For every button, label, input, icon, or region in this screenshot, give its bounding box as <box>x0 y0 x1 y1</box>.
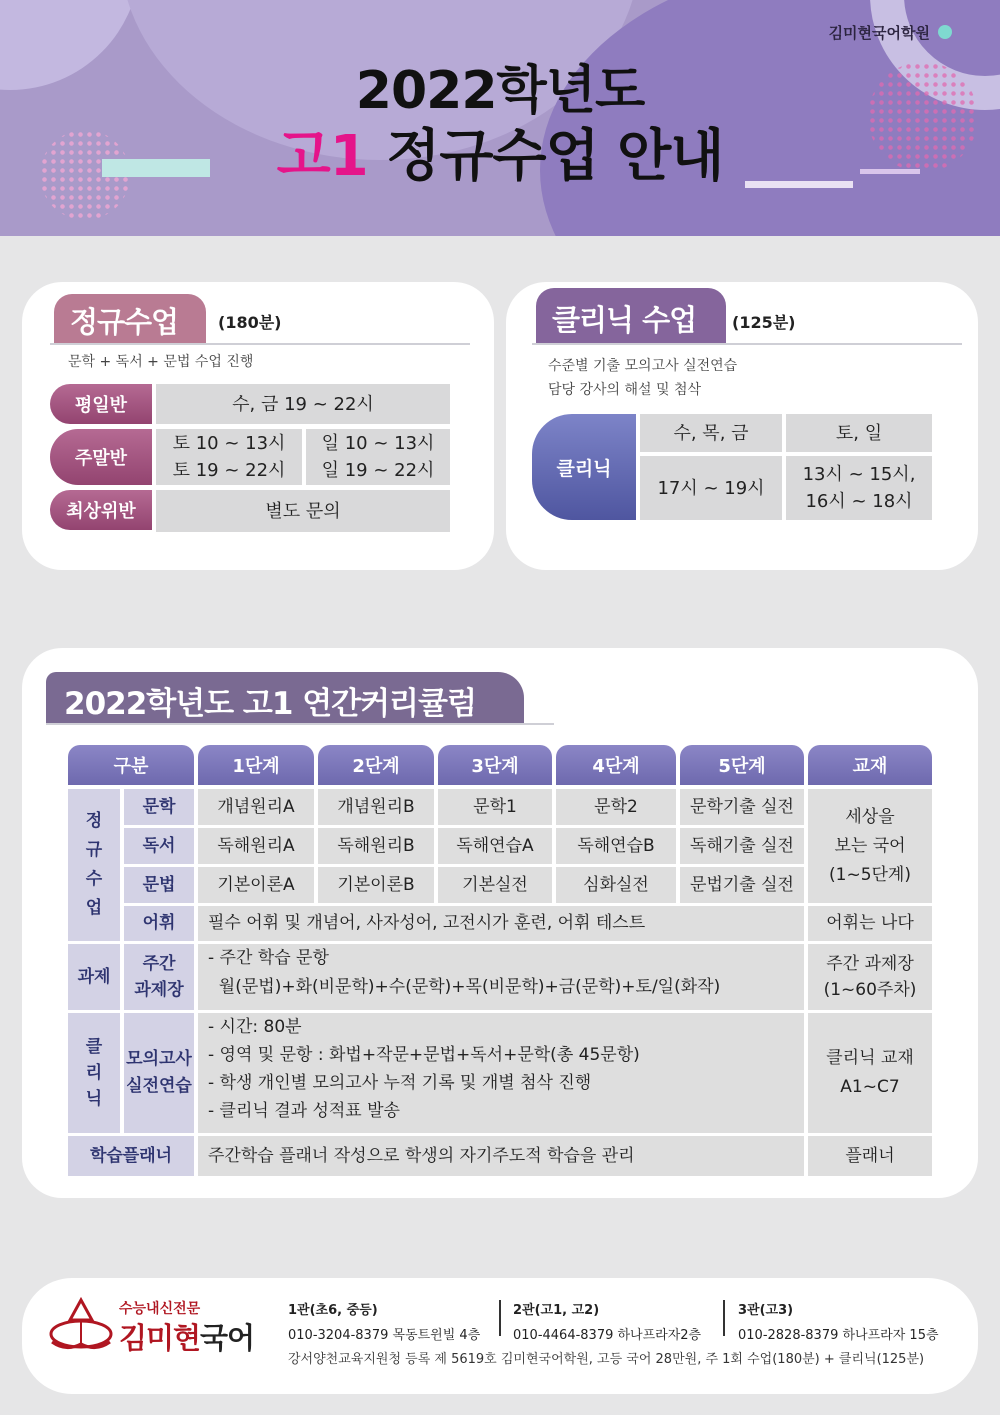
divider <box>50 343 470 345</box>
group-char: 수 <box>85 869 103 889</box>
vocab-book: 어휘는 나다 <box>808 906 932 941</box>
group-regular <box>68 789 120 941</box>
page-title-year: 2022학년도 <box>355 61 645 121</box>
logo-name-red: 김미현 <box>119 1321 201 1355</box>
homework-book <box>808 944 932 1010</box>
regular-book <box>808 789 932 903</box>
regular-desc: 문학 + 독서 + 문법 수업 진행 <box>68 354 254 370</box>
book-line: 클리닉 교재 <box>826 1048 914 1068</box>
branch-info: 010-4464-8379 하나프라자2층 <box>513 1328 702 1343</box>
group-homework: 과제 <box>68 944 120 1010</box>
regular-minutes: (180분) <box>218 313 282 332</box>
text-line: - 시간: 80분 <box>208 1017 302 1037</box>
planner-text: 주간학습 플래너 작성으로 학생의 자기주도적 학습을 관리 <box>198 1136 804 1176</box>
table-cell: 개념원리B <box>318 789 434 825</box>
book-line: 주간 과제장 <box>826 954 914 974</box>
logo-name <box>119 1316 254 1357</box>
table-cell: 기본이론A <box>198 867 314 903</box>
logo-subtitle: 수능내신전문 <box>119 1301 201 1317</box>
weekday-time: 수, 금 19 ~ 22시 <box>156 384 450 424</box>
weekday-label: 평일반 <box>50 384 152 424</box>
row-label: 독서 <box>124 828 194 864</box>
academy-logo-icon <box>46 1296 116 1358</box>
clinic-label: 클리닉 <box>532 414 636 520</box>
table-cell: 기본실전 <box>438 867 552 903</box>
table-cell: 문학2 <box>556 789 676 825</box>
planner-book: 플래너 <box>808 1136 932 1176</box>
brand-dot-icon <box>938 25 952 39</box>
row-label: 문학 <box>124 789 194 825</box>
clinic-time-1: 17시 ~ 19시 <box>640 456 782 520</box>
col-header: 5단계 <box>680 745 804 785</box>
weekend-sun <box>306 429 450 485</box>
table-cell: 문법기출 실전 <box>680 867 804 903</box>
branch-info: 010-3204-8379 목동트윈빌 4층 <box>288 1328 481 1343</box>
clinic-row-label <box>124 1013 194 1133</box>
clinic-book <box>808 1013 932 1133</box>
branch-info: 010-2828-8379 하나프라자 15층 <box>738 1328 939 1343</box>
text-line: - 클리닉 결과 성적표 발송 <box>208 1101 400 1121</box>
col-header: 구분 <box>68 745 194 785</box>
label-line: 모의고사 <box>126 1049 192 1069</box>
vocab-text: 필수 어휘 및 개념어, 사자성어, 고전시가 훈련, 어휘 테스트 <box>198 906 804 941</box>
weekend-sat <box>156 429 302 485</box>
table-cell: 독해기출 실전 <box>680 828 804 864</box>
header-banner <box>0 0 1000 236</box>
group-char: 정 <box>85 811 103 831</box>
brand-name: 김미현국어학원 <box>828 24 930 42</box>
weekend-sun-1: 일 10 ~ 13시 <box>321 433 435 454</box>
group-clinic <box>68 1013 120 1133</box>
branch-name: 1관(초6, 중등) <box>288 1303 378 1318</box>
regular-class-card <box>22 282 494 570</box>
table-cell: 개념원리A <box>198 789 314 825</box>
branch-1 <box>288 1298 480 1348</box>
group-char: 규 <box>85 840 103 860</box>
title-rest: 정규수업 안내 <box>367 124 724 189</box>
weekend-sat-2: 토 19 ~ 22시 <box>172 460 286 481</box>
weekend-sat-1: 토 10 ~ 13시 <box>172 433 286 454</box>
row-label: 문법 <box>124 867 194 903</box>
table-cell: 독해연습A <box>438 828 552 864</box>
divider <box>532 343 962 345</box>
top-class-value: 별도 문의 <box>156 490 450 532</box>
clinic-time-2 <box>786 456 932 520</box>
table-cell: 문학기출 실전 <box>680 789 804 825</box>
regular-class-title: 정규수업 <box>54 294 206 344</box>
branch-name: 3관(고3) <box>738 1303 794 1318</box>
branch-name: 2관(고1, 고2) <box>513 1303 600 1318</box>
footer-note: 강서양천교육지원청 등록 제 5619호 김미현국어학원, 고등 국어 28만원, 주 1회 수업(180분) + 클리닉(125분) <box>288 1352 925 1367</box>
book-line: 보는 국어 <box>834 835 906 856</box>
book-line: A1~C7 <box>840 1077 900 1097</box>
col-header: 3단계 <box>438 745 552 785</box>
clinic-class-title: 클리닉 수업 <box>536 288 726 344</box>
book-line: (1~60주차) <box>823 980 917 1000</box>
divider <box>499 1300 501 1336</box>
book-line: 세상을 <box>845 806 895 827</box>
table-cell: 독해연습B <box>556 828 676 864</box>
clinic-day-1: 수, 목, 금 <box>640 414 782 452</box>
text-line: - 영역 및 문항 : 화법+작문+문법+독서+문학(총 45문항) <box>208 1045 640 1065</box>
divider <box>723 1300 725 1336</box>
logo-name-black: 국어 <box>200 1321 255 1355</box>
clinic-time-2a: 13시 ~ 15시, <box>802 464 916 485</box>
footer <box>22 1278 978 1394</box>
clinic-minutes: (125분) <box>732 313 796 332</box>
branch-3 <box>738 1298 939 1348</box>
weekend-label: 주말반 <box>50 429 152 485</box>
label-line: 실전연습 <box>126 1076 192 1096</box>
planner-label: 학습플래너 <box>68 1136 194 1176</box>
col-header: 2단계 <box>318 745 434 785</box>
group-char: 클 <box>85 1037 103 1057</box>
clinic-desc-1: 수준별 기출 모의고사 실전연습 <box>548 358 738 374</box>
page-title <box>0 112 1000 192</box>
text-line: - 주간 학습 문항 <box>208 948 329 968</box>
table-cell: 독해원리B <box>318 828 434 864</box>
group-char: 닉 <box>85 1089 103 1109</box>
clinic-text <box>198 1013 804 1133</box>
label-line: 주간 <box>142 954 176 974</box>
clinic-class-card <box>506 282 978 570</box>
table-cell: 독해원리A <box>198 828 314 864</box>
clinic-desc-2: 담당 강사의 해설 및 첨삭 <box>548 382 702 398</box>
homework-text <box>198 944 804 1010</box>
col-header: 4단계 <box>556 745 676 785</box>
homework-label <box>124 944 194 1010</box>
text-line: 월(문법)+화(비문학)+수(문학)+목(비문학)+금(문학)+토/일(화작) <box>208 977 721 997</box>
weekend-sun-2: 일 19 ~ 22시 <box>321 460 435 481</box>
book-line: (1~5단계) <box>829 864 911 885</box>
table-cell: 심화실전 <box>556 867 676 903</box>
table-cell: 문학1 <box>438 789 552 825</box>
branch-2 <box>513 1298 701 1348</box>
group-char: 리 <box>85 1063 103 1083</box>
clinic-day-2: 토, 일 <box>786 414 932 452</box>
table-cell: 기본이론B <box>318 867 434 903</box>
text-line: - 학생 개인별 모의고사 누적 기록 및 개별 첨삭 진행 <box>208 1073 592 1093</box>
label-line: 과제장 <box>134 980 184 1000</box>
clinic-time-2b: 16시 ~ 18시 <box>805 491 913 512</box>
col-header: 교재 <box>808 745 932 785</box>
row-label: 어휘 <box>124 906 194 941</box>
divider <box>46 723 554 725</box>
col-header: 1단계 <box>198 745 314 785</box>
group-char: 업 <box>85 898 103 918</box>
title-grade: 고1 <box>276 124 368 189</box>
curriculum-title: 2022학년도 고1 연간커리큘럼 <box>46 672 524 724</box>
top-class-label: 최상위반 <box>50 490 152 530</box>
